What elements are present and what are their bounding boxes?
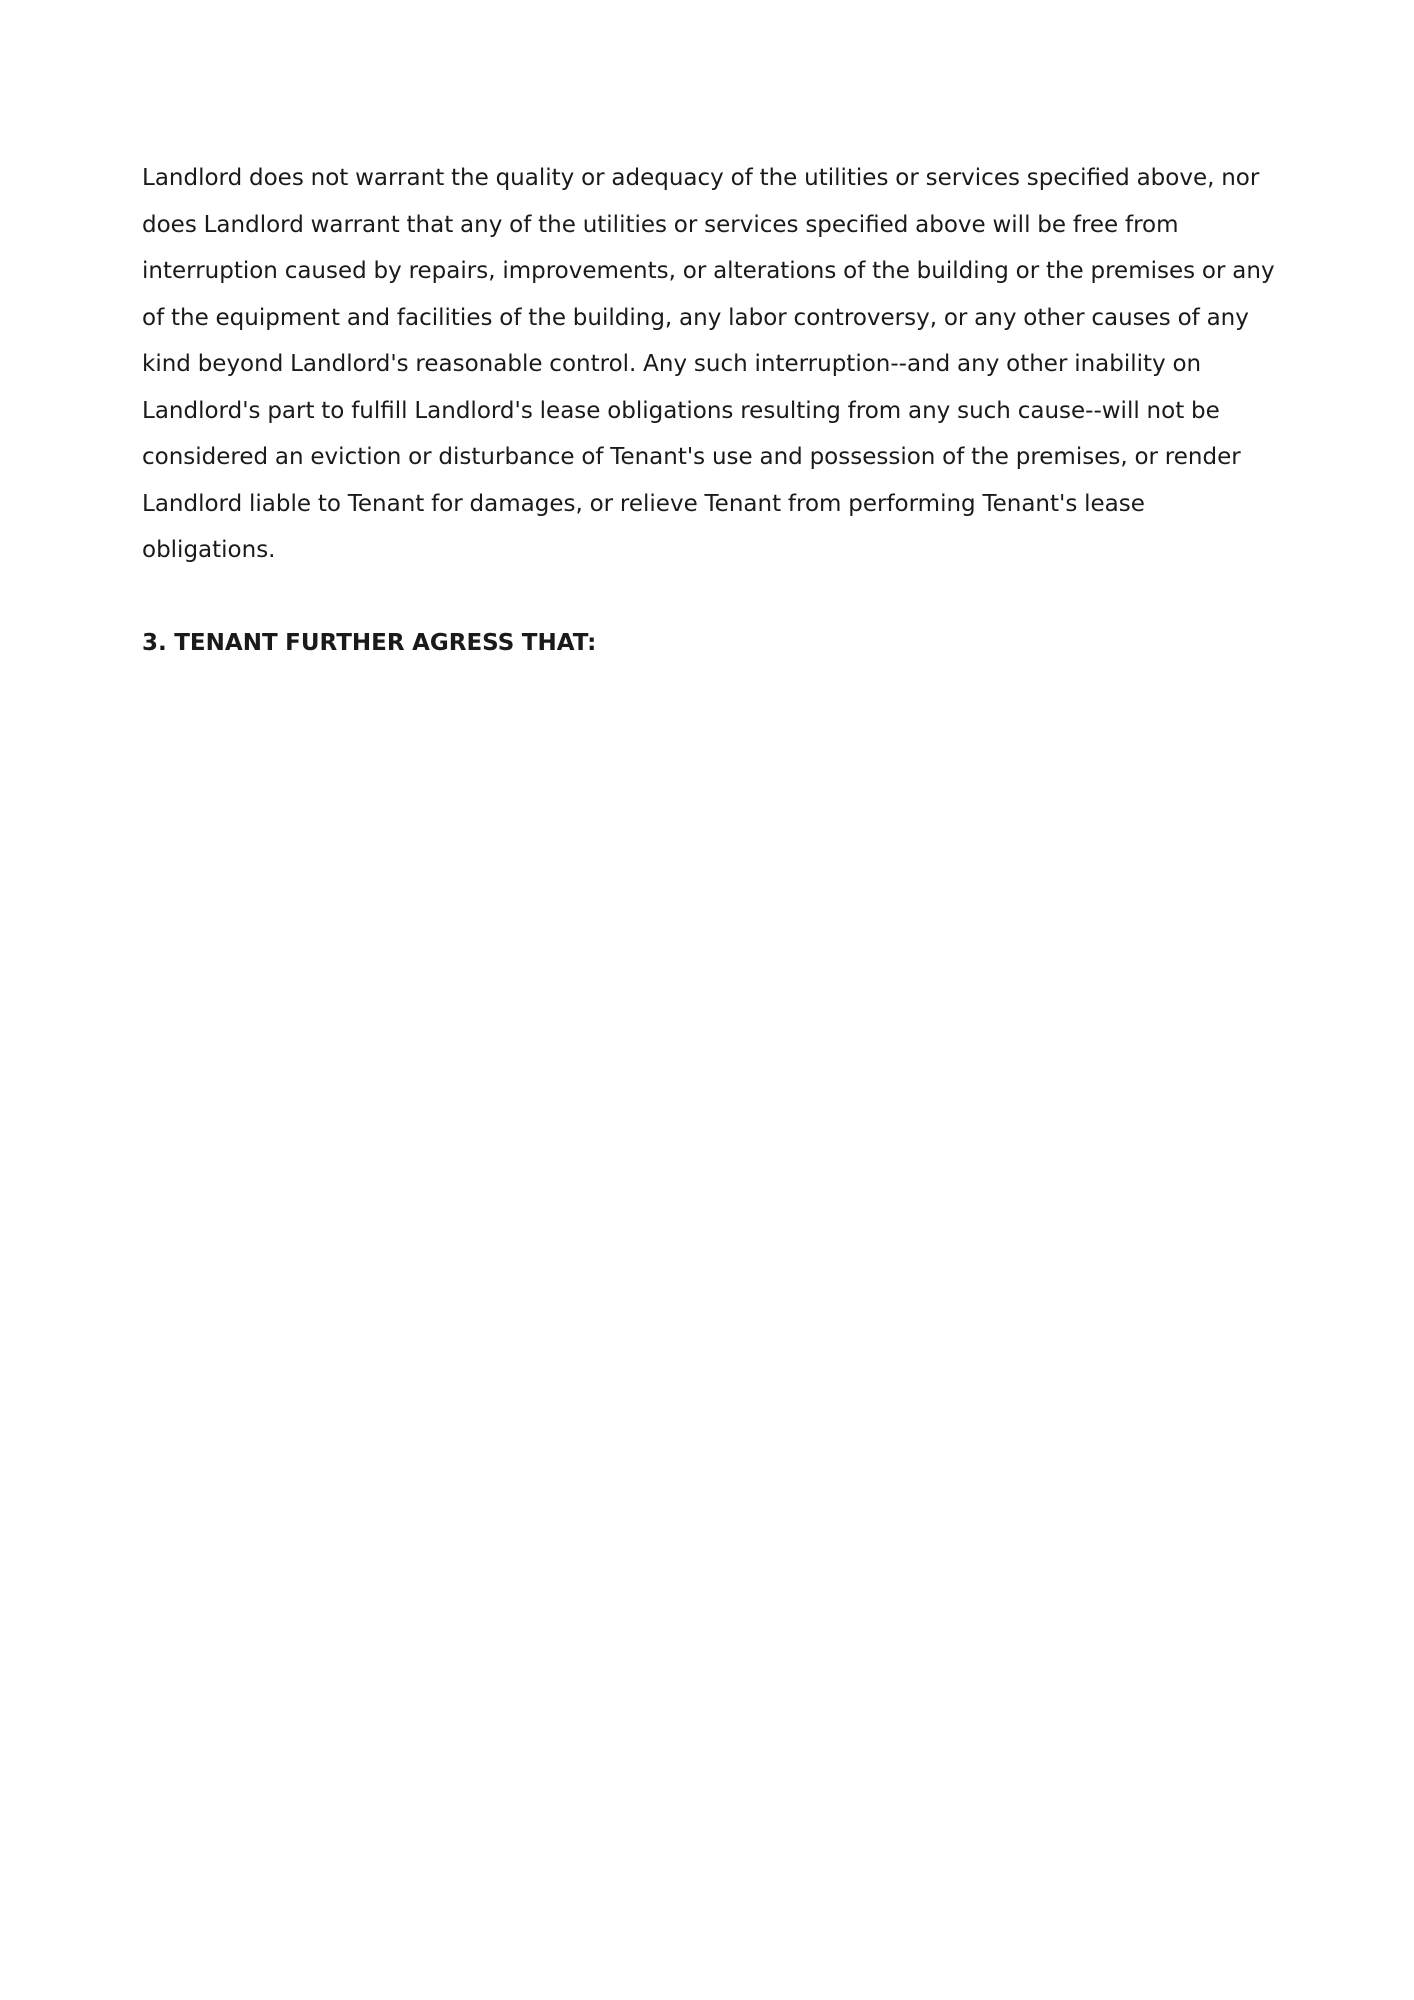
document-body — [142, 155, 1282, 666]
section-3-heading: 3. TENANT FURTHER AGRESS THAT: — [142, 629, 597, 656]
utilities-warranty-paragraph: Landlord does not warrant the quality or adequacy of the utilities or services specified above, nor does Landlord warrant that any of the utilities or services specified above will be free from interruption caused by repairs, improvements, or alterations of the building or the premises or any of the equipment and facilities of the building, any labor controversy, or any other causes of any kind beyond Landlord's reasonable control. Any such interruption--and any other inability on Landlord's part to fulfill Landlord's lease obligations resulting from any such cause--will not be considered an eviction or disturbance of Tenant's use and possession of the premises, or render Landlord liable to Tenant for damages, or relieve Tenant from performing Tenant's lease obligations. — [142, 165, 1275, 563]
